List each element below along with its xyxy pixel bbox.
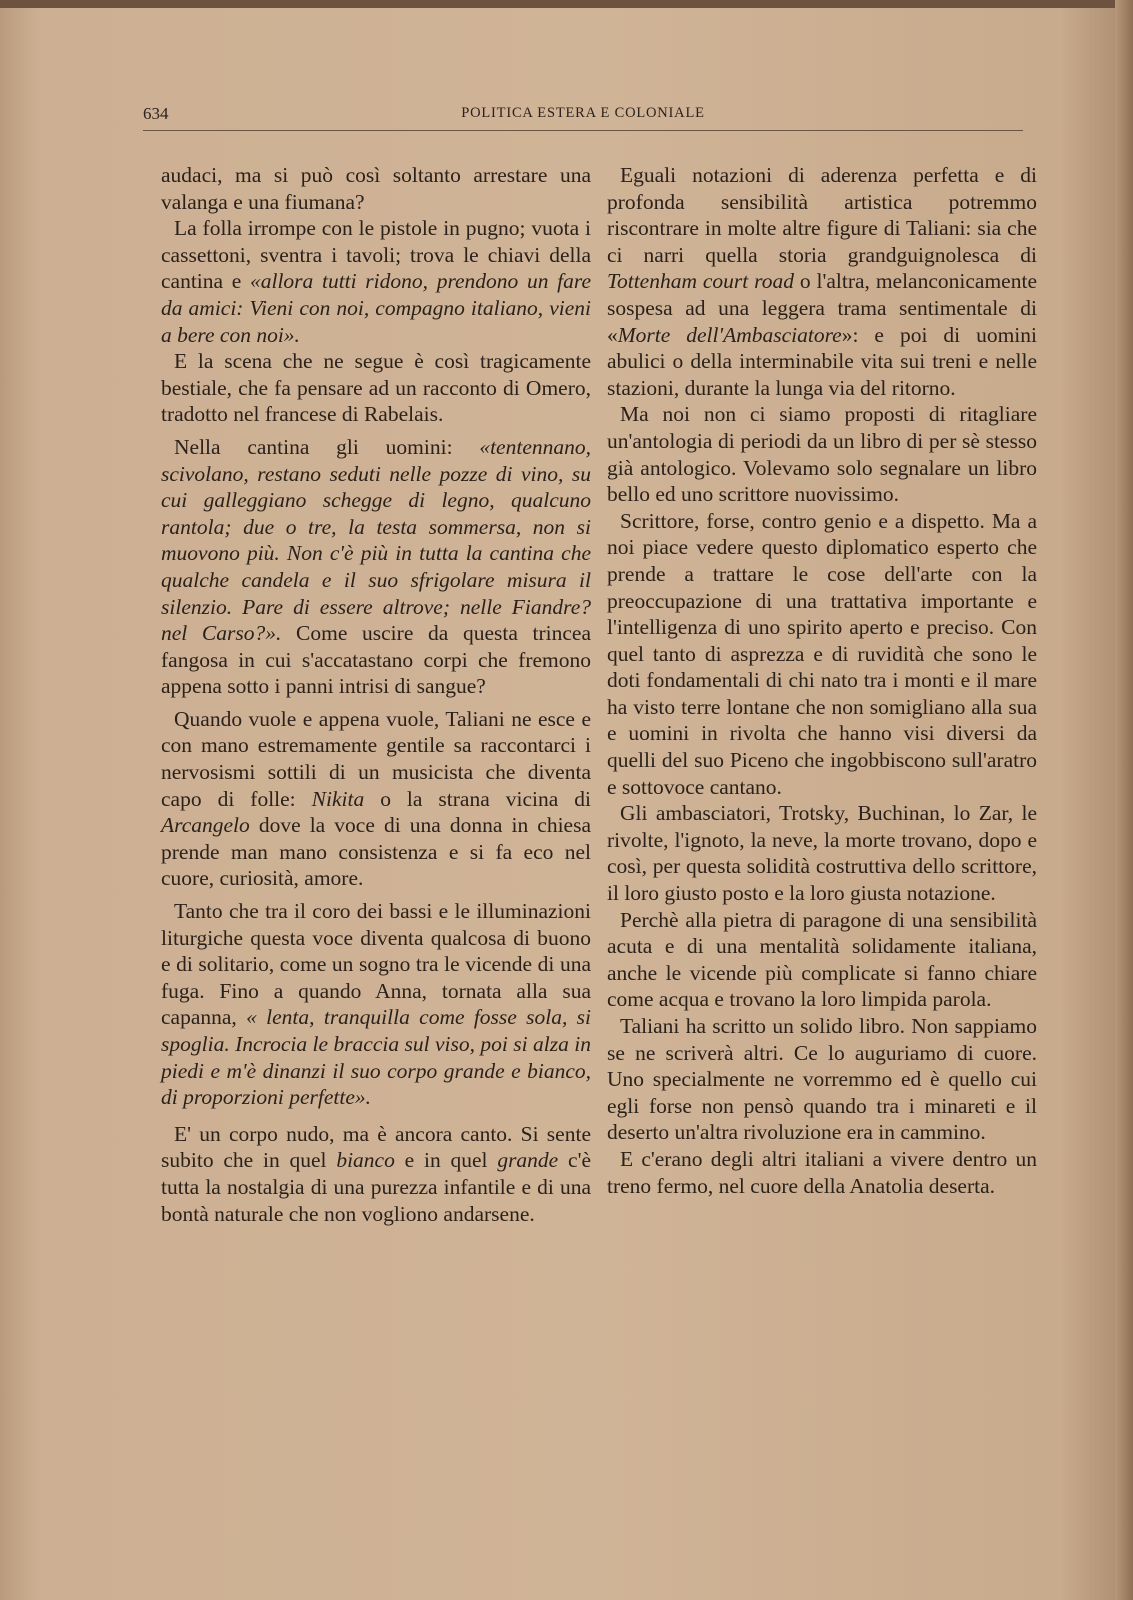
running-title: POLITICA ESTERA E COLONIALE [461, 105, 705, 121]
paragraph: E' un corpo nudo, ma è ancora canto. Si sente subito che in quel bianco e in quel grande c'è tutta la nostalgia di una purezza infantile e di una bontà naturale che non vogliono andarsene. [161, 1121, 591, 1226]
paragraph: Nella cantina gli uomini: «tentennano, scivolano, restano seduti nelle pozze di vino, su cui galleggiano schegge di legno, qualcuno rantola; due o tre, la testa sommersa, non si muovono più. Non c'è più in tutta la cantina che qualche candela e il suo sfrigolare misura il silenzio. Pare di essere altrove; nelle Fiandre? nel Carso?». Come uscire da questa trincea fangosa in cui s'accatastano corpi che fremono appena sotto i panni intrisi di sangue? [161, 434, 591, 699]
paragraph: Eguali notazioni di aderenza perfetta e di profonda sensibilità artistica potremmo riscontrare in molte altre figure di Taliani: sia che ci narri quella storia grandguignolesca di Tottenham court road o l'altra, melanconicamente sospesa ad una leggera trama sentimentale di «Morte dell'Ambasciatore»: e poi di uomini abulici o della interminabile vita sui treni e nelle stazioni, durante la lunga via del ritorno. [607, 163, 1037, 400]
page-right-edge [1115, 0, 1133, 1600]
paragraph: Taliani ha scritto un solido libro. Non sappiamo se ne scriverà altri. Ce lo auguriamo di cuore. Uno specialmente ne vorremmo ed è quello cui egli forse non pensò quando tra i minareti e il deserto un'altra rivoluzione era in cammino. [607, 1014, 1037, 1145]
paragraph: Tanto che tra il coro dei bassi e le illuminazioni liturgiche questa voce diventa qualcosa di buono e di solitario, come un sogno tra le vicende di una fuga. Fino a quando Anna, tornata alla sua capanna, « lenta, tranquilla come fosse sola, si spoglia. Incrocia le braccia sul viso, poi si alza in piedi e m'è dinanzi il suo corpo grande e bianco, di proporzioni perfette». [161, 899, 592, 1110]
paragraph: Gli ambasciatori, Trotsky, Buchinan, lo Zar, le rivolte, l'ignoto, la neve, la morte trovano, dopo e così, per questa solidità costruttiva dello scrittore, il loro giusto posto e la loro giusta notazione. [607, 801, 1037, 906]
paragraph: Quando vuole e appena vuole, Taliani ne esce e con mano estremamente gentile sa raccontarci i nervosismi sottili di un musicista che diventa capo di folle: Nikita o la strana vicina di Arcangelo dove la voce di una donna in chiesa prende man mano consistenza e si fa eco nel cuore, curiosità, amore. [161, 706, 591, 891]
right-column [607, 162, 1037, 1199]
page-header [143, 104, 1023, 128]
paragraph: La folla irrompe con le pistole in pugno; vuota i cassettoni, sventra i tavoli; trova le chiavi della cantina e «allora tutti ridono, prendono un fare da amici: Vieni con noi, compagno italiano, vieni a bere con noi». [161, 216, 591, 347]
paragraph: E la scena che ne segue è così tragicamente bestiale, che fa pensare ad un racconto di Omero, tradotto nel francese di Rabelais. [161, 349, 591, 427]
page-top-edge [0, 0, 1133, 8]
paragraph: Perchè alla pietra di paragone di una sensibilità acuta e di una mentalità solidamente italiana, anche le vicende più complicate si fanno chiare come acqua e trovano la loro limpida parola. [607, 907, 1037, 1012]
header-rule [143, 130, 1023, 131]
paragraph: Ma noi non ci siamo proposti di ritagliare un'antologia di periodi da un libro di per sè stesso già antologico. Volevamo solo segnalare un libro bello ed uno scrittore nuovissimo. [607, 402, 1037, 507]
left-column [161, 162, 591, 1227]
paragraph: audaci, ma si può così soltanto arrestare una valanga e una fiumana? [161, 163, 591, 214]
page-number: 634 [143, 104, 169, 123]
paragraph: Scrittore, forse, contro genio e a dispetto. Ma a noi piace vedere questo diplomatico esperto che prende a trattare le cose dell'arte con la preoccupazione di una trattativa importante e l'intelligenza di uno spirito aperto e preciso. Con quel tanto di asprezza e di ruvidità che sono le doti fondamentali di chi nato tra i monti e il mare ha visto terre lontane che non somigliano alla sua e uomini in rivolta che hanno visi diversi da quelli del suo Piceno che ingobbiscono sull'aratro e sottovoce cantano. [607, 508, 1037, 799]
paragraph: E c'erano degli altri italiani a vivere dentro un treno fermo, nel cuore della Anatolia deserta. [607, 1146, 1037, 1198]
